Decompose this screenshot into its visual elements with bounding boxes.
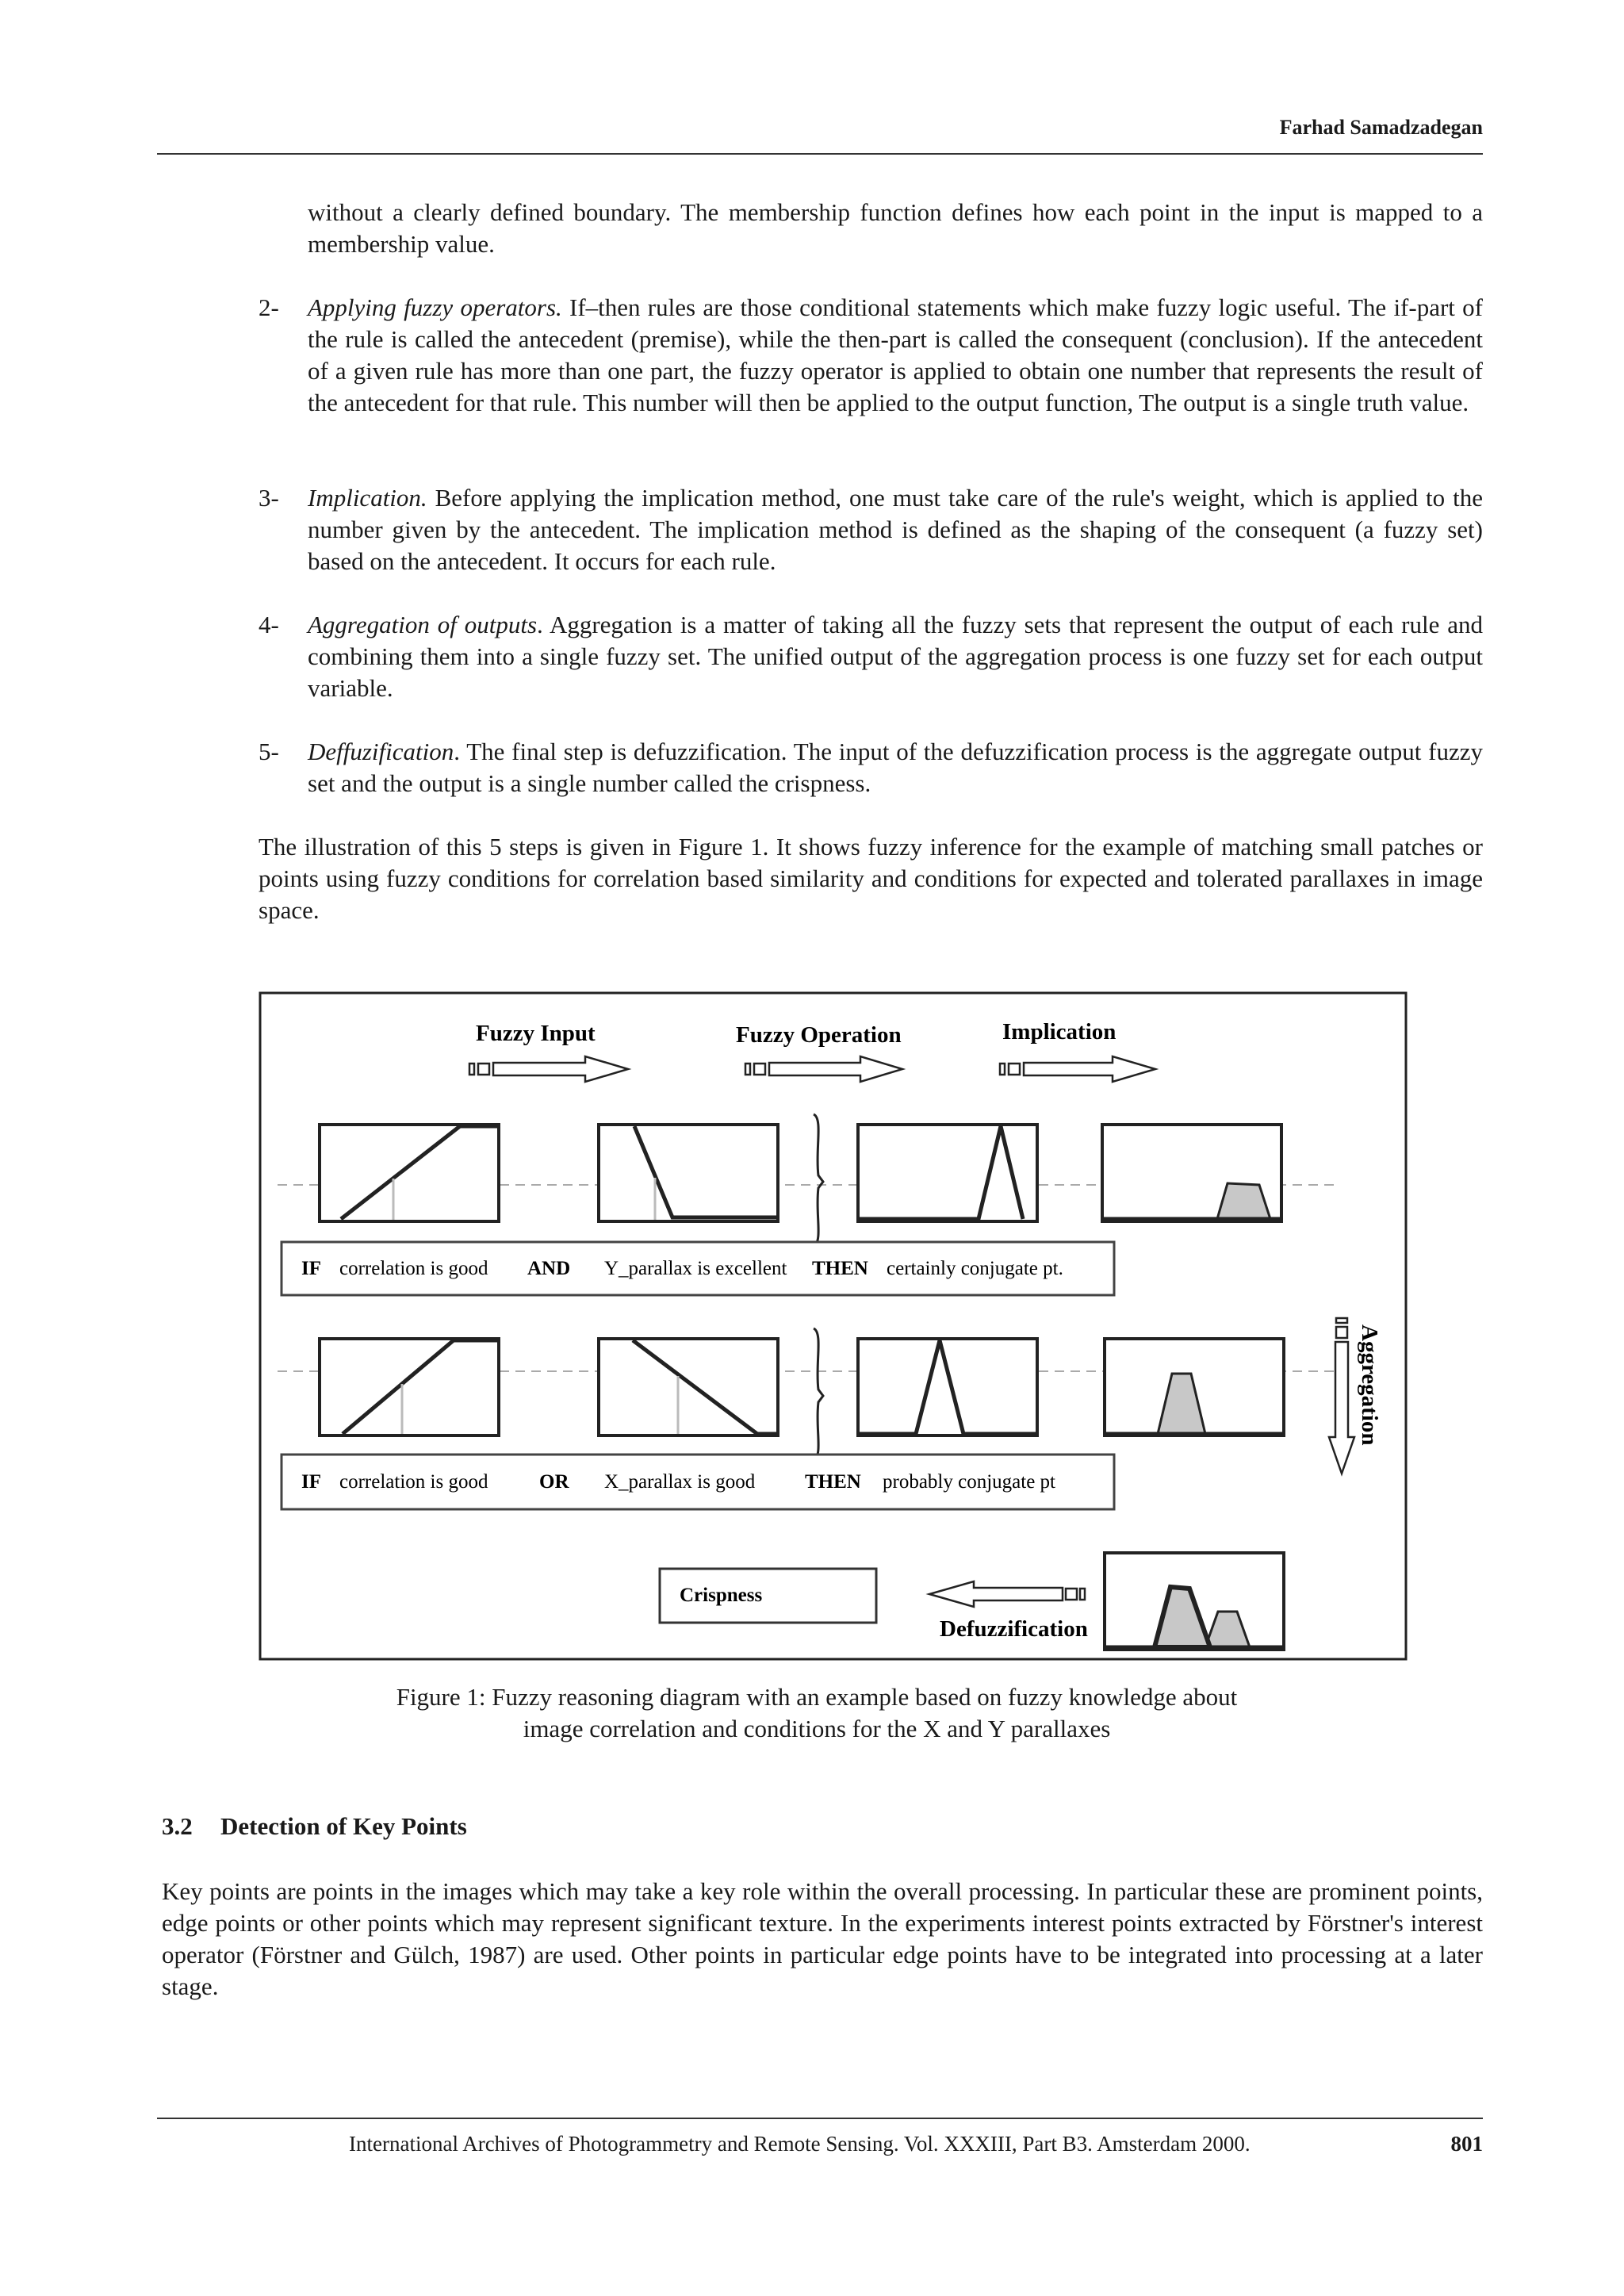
section-heading <box>162 1812 467 1841</box>
section-number: 3.2 <box>162 1812 193 1840</box>
arrow-down-icon <box>1329 1318 1354 1474</box>
list-number-4: 4- <box>259 611 279 638</box>
list-item-2-term: Applying fuzzy operators. <box>308 293 562 321</box>
label-implication: Implication <box>1002 1019 1116 1045</box>
arrow-right-icon <box>745 1056 902 1082</box>
label-crispness: Crispness <box>680 1585 763 1606</box>
list-item-5-text: . The final step is defuzzification. The input of the defuzzification process is the aggregate output fuzzy set and the output is a single number called the crispness. <box>308 738 1483 797</box>
membership-plot <box>1102 1125 1281 1221</box>
membership-plot <box>1105 1339 1284 1435</box>
list-number-5: 5- <box>259 738 279 765</box>
page-number: 801 <box>1450 2132 1483 2156</box>
list-item-2 <box>308 292 1483 419</box>
brace-icon <box>814 1114 823 1247</box>
arrow-left-icon <box>929 1581 1085 1607</box>
membership-plot <box>320 1125 499 1221</box>
paragraph-illustration: The illustration of this 5 steps is given in Figure 1. It shows fuzzy inference for the example of matching small patches or points using fuzzy conditions for correlation based similarity and conditions for expected and tolerated parallaxes in image space. <box>259 833 1483 924</box>
rule-1-text: IF correlation is good AND Y_parallax is excellent THEN certainly conjugate pt. <box>301 1258 1063 1279</box>
label-fuzzy-operation: Fuzzy Operation <box>736 1022 902 1048</box>
arrow-right-icon <box>469 1056 628 1082</box>
list-item-4-text: . Aggregation is a matter of taking all the fuzzy sets that represent the output of each rule and combining them into a single fuzzy set. The unified output of the aggregation process is one fuzzy set for each output variable. <box>308 611 1483 702</box>
list-item-2-text: If–then rules are those conditional statements which make fuzzy logic useful. The if-part of the rule is called the antecedent (premise), while the then-part is called the consequent (conclusion). If the antecedent of a given rule has more than one part, the fuzzy operator is applied to obtain one number that represents the result of the antecedent for that rule. This number will then be applied to the output function, The output is a single truth value. <box>308 293 1483 416</box>
footer-rule <box>157 2118 1483 2119</box>
membership-plot <box>858 1125 1037 1221</box>
figure-caption-line-2: image correlation and conditions for the X and Y parallaxes <box>523 1715 1111 1742</box>
list-number-3: 3- <box>259 484 279 512</box>
header-rule <box>157 153 1483 155</box>
list-item-3 <box>308 482 1483 577</box>
paragraph-key-points: Key points are points in the images which may take a key role within the overall processing. In particular these are prominent points, edge points or other points which may represent significant texture. In the experiments interest points extracted by Förstner's interest operator (Förstner and Gülch, 1987) are used. Other points in particular edge points have to be integrated into processing at a later stage. <box>162 1877 1483 2000</box>
running-head-author: Farhad Samadzadegan <box>1279 116 1483 139</box>
rule-2-text: IF correlation is good OR X_parallax is good THEN probably conjugate pt <box>301 1471 1055 1493</box>
list-item-4-term: Aggregation of outputs <box>308 611 538 638</box>
paragraph-continuation: without a clearly defined boundary. The membership function defines how each point in the input is mapped to a membership value. <box>308 198 1483 258</box>
list-item-5-term: Deffuzification <box>308 738 454 765</box>
arrow-right-icon <box>1000 1056 1155 1082</box>
footer-citation: International Archives of Photogrammetry and Remote Sensing. Vol. XXXIII, Part B3. Amsterdam 2000. <box>349 2132 1251 2156</box>
brace-icon <box>814 1328 823 1461</box>
membership-plot <box>599 1339 778 1435</box>
list-number-2: 2- <box>259 293 279 321</box>
list-item-4 <box>308 609 1483 704</box>
label-aggregation: Aggregation <box>1357 1324 1382 1446</box>
list-item-3-term: Implication. <box>308 484 427 512</box>
membership-plot <box>320 1339 499 1435</box>
membership-plot <box>858 1339 1037 1435</box>
label-fuzzy-input: Fuzzy Input <box>476 1021 596 1046</box>
membership-plot <box>599 1125 778 1221</box>
list-item-5 <box>308 736 1483 799</box>
list-item-3-text: Before applying the implication method, one must take care of the rule's weight, which is applied to the number given by the antecedent. The implication method is defined as the shaping of the consequent (a fuzzy set) based on the antecedent. It occurs for each rule. <box>308 484 1483 575</box>
aggregated-output-plot <box>1105 1553 1284 1650</box>
section-title: Detection of Key Points <box>220 1812 467 1840</box>
fuzzy-reasoning-figure <box>259 991 1408 1662</box>
figure-caption-line-1: Figure 1: Fuzzy reasoning diagram with an example based on fuzzy knowledge about <box>396 1683 1238 1711</box>
label-defuzzification: Defuzzification <box>940 1616 1088 1642</box>
